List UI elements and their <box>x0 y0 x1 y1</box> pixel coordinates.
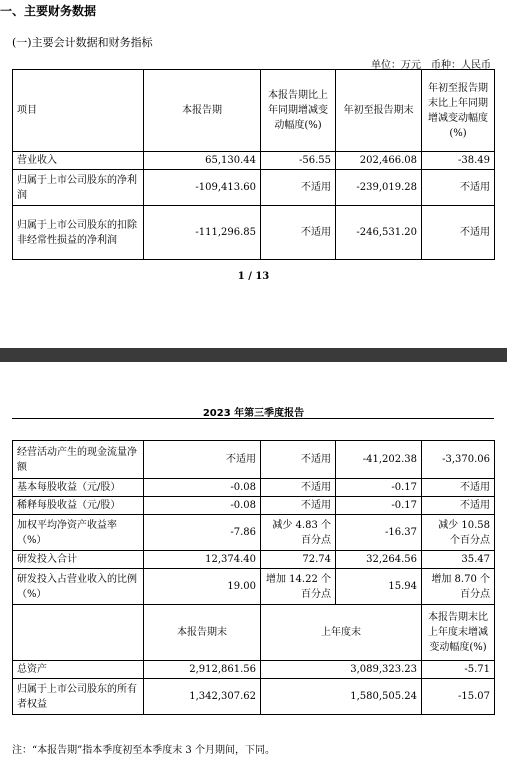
table-cell: 减少 4.83 个百分点 <box>261 515 336 551</box>
table-cell: 72.74 <box>261 551 336 569</box>
unit-currency-line: 单位：万元 币种：人民币 <box>371 60 491 71</box>
table-cell: 1,580,505.24 <box>261 679 422 715</box>
table-cell: 2,912,861.56 <box>144 661 261 679</box>
balance-header-row <box>13 605 495 661</box>
table-cell: -239,019.28 <box>336 170 422 206</box>
row-label: 归属于上市公司股东的扣除非经常性损益的净利润 <box>13 206 144 260</box>
table-cell: -5.71 <box>422 661 495 679</box>
table-cell: -56.55 <box>261 152 336 170</box>
row-label: 研发投入合计 <box>13 551 144 569</box>
table-cell: 202,466.08 <box>336 152 422 170</box>
table-row <box>13 206 495 260</box>
row-label: 稀释每股收益（元/股） <box>13 497 144 515</box>
table-row <box>13 479 495 497</box>
table-cell: -38.49 <box>422 152 495 170</box>
table-row <box>13 679 495 715</box>
table-cell: -246,531.20 <box>336 206 422 260</box>
table-cell: -0.17 <box>336 479 422 497</box>
table-row <box>13 569 495 605</box>
table-cell: 19.00 <box>144 569 261 605</box>
table-row <box>13 441 495 479</box>
table-cell: -0.08 <box>144 497 261 515</box>
table-cell: -3,370.06 <box>422 441 495 479</box>
table-cell: -16.37 <box>336 515 422 551</box>
row-label: 研发投入占营业收入的比例（%） <box>13 569 144 605</box>
row-label: 营业收入 <box>13 152 144 170</box>
table-cell: 3,089,323.23 <box>261 661 422 679</box>
table-cell: 不适用 <box>422 479 495 497</box>
table-cell: 32,264.56 <box>336 551 422 569</box>
table-cell: -0.08 <box>144 479 261 497</box>
header-cell: 本报告期末比上年度末增减变动幅度(%) <box>422 605 495 661</box>
table-cell: -0.17 <box>336 497 422 515</box>
table-cell: 不适用 <box>261 497 336 515</box>
row-label: 基本每股收益（元/股） <box>13 479 144 497</box>
table-cell: 不适用 <box>261 206 336 260</box>
table-cell: 不适用 <box>422 170 495 206</box>
subsection-title: (一)主要会计数据和财务指标 <box>12 36 153 49</box>
page-number: 1 / 13 <box>237 271 270 282</box>
table-row <box>13 661 495 679</box>
table-cell: 不适用 <box>261 441 336 479</box>
header-cell: 上年度末 <box>261 605 422 661</box>
table-cell: -7.86 <box>144 515 261 551</box>
table-cell: 15.94 <box>336 569 422 605</box>
header-cell: 年初至报告期末 <box>336 70 422 152</box>
table-cell: 12,374.40 <box>144 551 261 569</box>
table-row <box>13 152 495 170</box>
row-label: 经营活动产生的现金流量净额 <box>13 441 144 479</box>
header-rule <box>12 418 494 419</box>
empty-cell <box>13 605 144 661</box>
table-row <box>13 497 495 515</box>
row-label: 加权平均净资产收益率（%） <box>13 515 144 551</box>
header-cell: 本报告期比上年同期增减变动幅度(%) <box>261 70 336 152</box>
table-header-row <box>13 70 495 152</box>
table-cell: 减少 10.58 个百分点 <box>422 515 495 551</box>
table-cell: 增加 14.22 个百分点 <box>261 569 336 605</box>
row-label: 归属于上市公司股东的净利润 <box>13 170 144 206</box>
table-cell: 1,342,307.62 <box>144 679 261 715</box>
table-cell: 65,130.44 <box>144 152 261 170</box>
table-cell: 35.47 <box>422 551 495 569</box>
row-label: 总资产 <box>13 661 144 679</box>
table-row <box>13 551 495 569</box>
table-cell: -111,296.85 <box>144 206 261 260</box>
financial-table-bottom <box>12 440 495 715</box>
table-cell: 不适用 <box>422 206 495 260</box>
table-row <box>13 170 495 206</box>
table-cell: -15.07 <box>422 679 495 715</box>
row-label: 归属于上市公司股东的所有者权益 <box>13 679 144 715</box>
header-cell: 年初至报告期末比上年同期增减变动幅度(%) <box>422 70 495 152</box>
section-title: 一、主要财务数据 <box>0 4 97 18</box>
table-cell: 不适用 <box>261 479 336 497</box>
table-row <box>13 515 495 551</box>
header-cell: 本报告期末 <box>144 605 261 661</box>
table-cell: 增加 8.70 个百分点 <box>422 569 495 605</box>
table-cell: 不适用 <box>422 497 495 515</box>
table-cell: -41,202.38 <box>336 441 422 479</box>
financial-table-top <box>12 69 495 260</box>
table-cell: 不适用 <box>261 170 336 206</box>
page-separator <box>0 348 507 362</box>
report-header: 2023 年第三季度报告 <box>202 408 305 419</box>
table-cell: -109,413.60 <box>144 170 261 206</box>
table-cell: 不适用 <box>144 441 261 479</box>
header-cell: 项目 <box>13 70 144 152</box>
header-cell: 本报告期 <box>144 70 261 152</box>
footnote: 注：“本报告期”指本季度初至本季度末 3 个月期间，下同。 <box>12 745 275 756</box>
